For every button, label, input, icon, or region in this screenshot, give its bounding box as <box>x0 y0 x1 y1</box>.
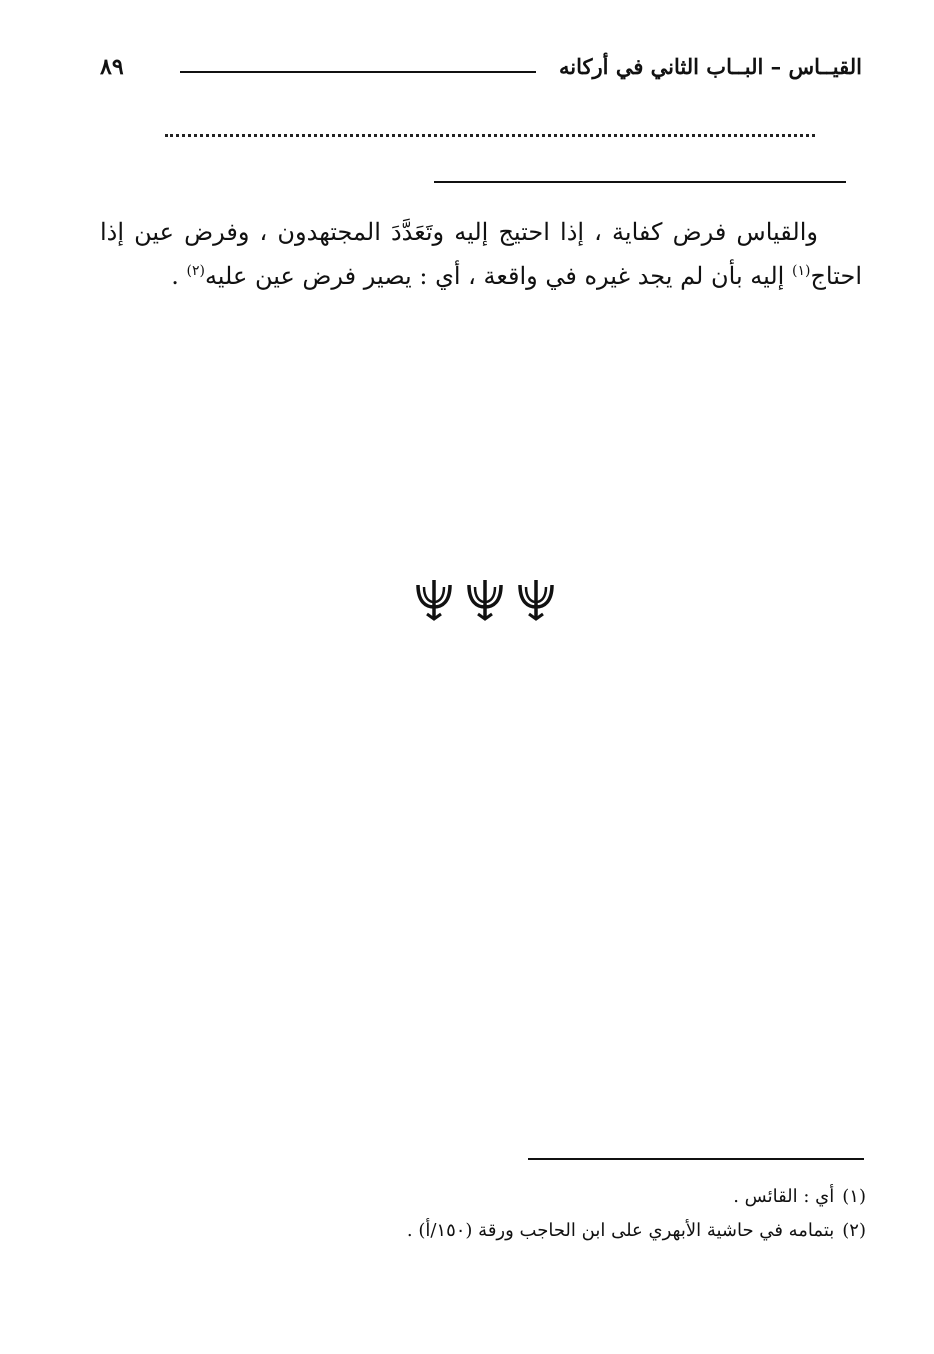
paragraph-text-part-1: والقياس فرض كفاية ، إذا احتيج إليه وتَعَدَّدَ المجتهدون ، وفرض عين إذا احتاج <box>100 218 862 290</box>
three-tulip-fleuron-icon <box>415 578 555 624</box>
footnote-marker: (٢) <box>842 1220 866 1241</box>
tulip-fleuron-icon <box>517 578 555 622</box>
footnotes <box>100 1180 866 1248</box>
tulip-fleuron-icon <box>415 578 453 622</box>
running-title: القيــاس – البــاب الثاني في أركانه <box>559 54 862 79</box>
running-header <box>100 54 862 94</box>
main-paragraph <box>100 210 862 298</box>
paragraph <box>100 210 862 298</box>
footnote-marker: (١) <box>842 1186 866 1207</box>
dotted-separator <box>165 134 815 137</box>
paragraph-text-part-2: إليه بأن لم يجد غيره في واقعة ، أي : يصير فرض عين عليه <box>204 262 792 290</box>
footnote-reference-2[interactable]: (٢) <box>186 263 205 279</box>
footnote-rule <box>528 1158 864 1160</box>
section-rule <box>434 181 846 183</box>
footnote-text: بتمامه في حاشية الأبهري على ابن الحاجب ورقة (١٥٠/أ) . <box>406 1220 835 1241</box>
page-number: ٨٩ <box>100 54 124 80</box>
footnote-2 <box>100 1214 866 1248</box>
tulip-fleuron-icon <box>466 578 504 622</box>
header-rule <box>180 71 536 73</box>
footnote-text: أي : القائس . <box>733 1186 835 1207</box>
footnote-reference-1[interactable]: (١) <box>791 263 811 279</box>
paragraph-text-end: . <box>171 262 187 290</box>
footnote-1 <box>100 1180 866 1214</box>
